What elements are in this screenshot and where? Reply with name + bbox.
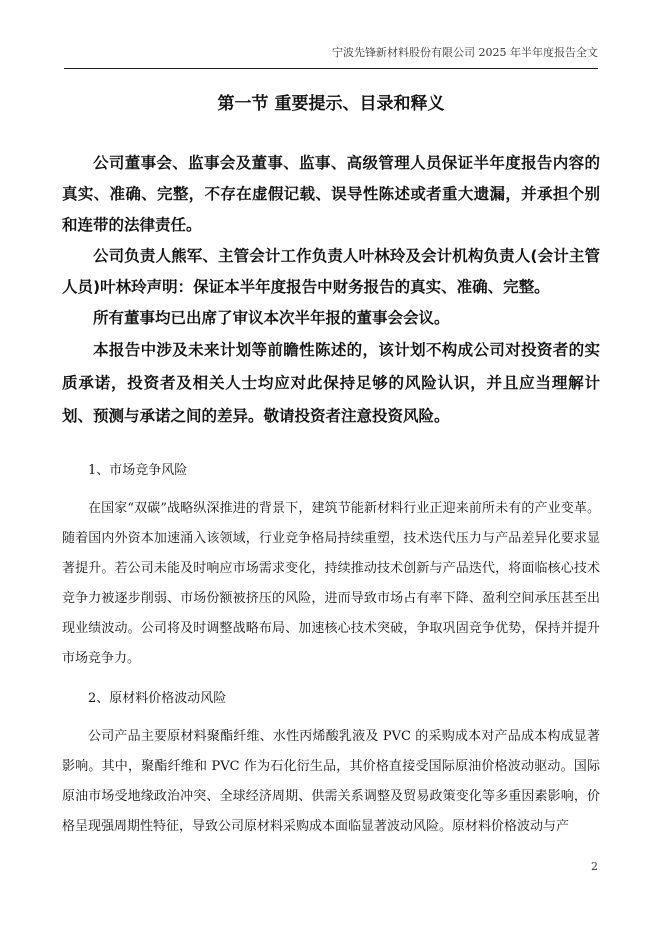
risk-factors — [62, 456, 600, 852]
notice-forward-looking: 本报告中涉及未来计划等前瞻性陈述的，该计划不构成公司对投资者的实质承诺，投资者及相关人士均应对此保持足够的风险认识，并且应当理解计划、预测与承诺之间的差异。敬请投资者注意投资风险。 — [62, 341, 600, 425]
section-title: 第一节 重要提示、目录和释义 — [217, 94, 445, 114]
notice-board-attendance: 所有董事均已出席了审议本次半年报的董事会会议。 — [93, 309, 450, 327]
risk-heading-materials: 2、原材料价格波动风险 — [88, 691, 227, 706]
notice-responsible-persons: 公司负责人熊军、主管会计工作负责人叶林玲及会计机构负责人(会计主管人员)叶林玲声明：保证本半年度报告中财务报告的真实、准确、完整。 — [62, 247, 600, 296]
page-header: 宁波先锋新材料股份有限公司 2025 年半年度报告全文 — [332, 46, 598, 59]
important-notices — [62, 148, 600, 433]
risk-body-market: 在国家“双碳”战略纵深推进的背景下，建筑节能新材料行业正迎来前所未有的产业变革。随着国内外资本加速涌入该领域，行业竞争格局持续重塑，技术迭代压力与产品差异化要求显著提升。若公司未能及时响应市场需求变化，持续推动技术创新与产品迭代，将面临核心技术竞争力被逐步削弱、市场份额被挤压的风险，进而导致市场占有率下降、盈利空间承压甚至出现业绩波动。公司将及时调整战略布局、加速核心技术突破，争取巩固竞争优势，保持并提升市场竞争力。 — [62, 501, 600, 666]
header-divider — [64, 68, 598, 69]
page-number: 2 — [591, 860, 598, 873]
risk-body-materials: 公司产品主要原材料聚酯纤维、水性丙烯酸乳液及 PVC 的采购成本对产品成本构成显著影响。其中，聚酯纤维和 PVC 作为石化衍生品，其价格直接受国际原油价格波动驱动。国际原油市场受地缘政治冲突、全球经济周期、供需关系调整及贸易政策变化等多重因素影响，价格呈现强周期性特征，导致公司原材料采购成本面临显著波动风险。原材料价格波动与产 — [62, 729, 600, 834]
risk-heading-market: 1、市场竞争风险 — [88, 463, 188, 478]
notice-board-guarantee: 公司董事会、监事会及董事、监事、高级管理人员保证半年度报告内容的真实、准确、完整，不存在虚假记载、误导性陈述或者重大遗漏，并承担个别和连带的法律责任。 — [62, 154, 600, 234]
